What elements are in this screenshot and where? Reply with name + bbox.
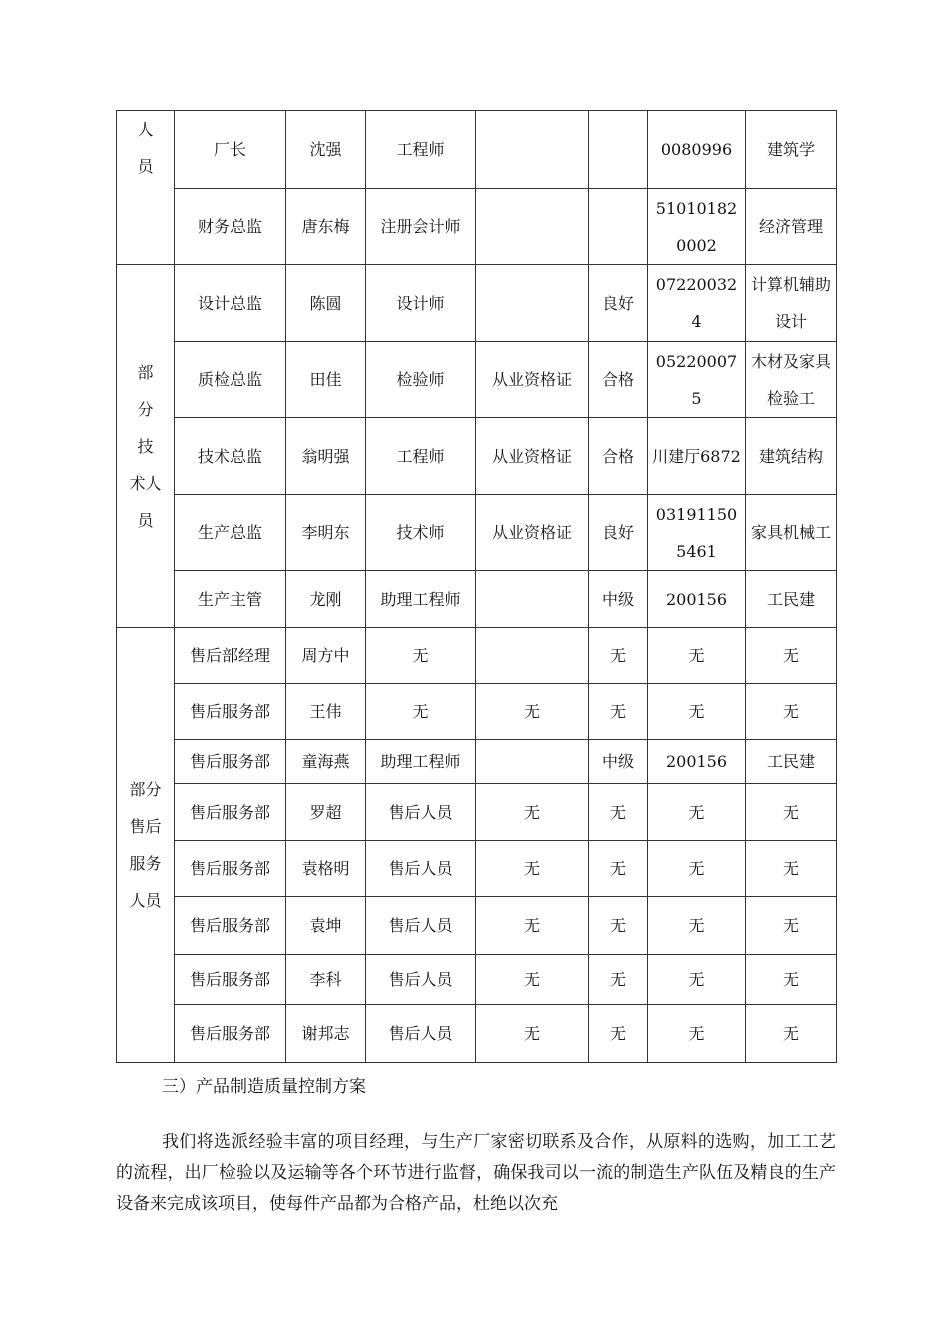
- title-cell: 售后服务部: [175, 841, 286, 897]
- name-cell: 李科: [286, 955, 366, 1005]
- cert-no-cell: 0080996: [648, 111, 746, 189]
- major-cell: 家具机械工: [746, 495, 837, 571]
- rank-cell: 售后人员: [366, 897, 476, 955]
- major-cell: 无: [746, 841, 837, 897]
- title-cell: 售后服务部: [175, 897, 286, 955]
- table-row: [117, 897, 837, 955]
- cert-cell: 无: [476, 955, 589, 1005]
- major-cell: 无: [746, 1005, 837, 1063]
- table-row: [117, 784, 837, 841]
- rank-cell: 售后人员: [366, 1005, 476, 1063]
- name-cell: 罗超: [286, 784, 366, 841]
- title-cell: 售后服务部: [175, 955, 286, 1005]
- title-cell: 售后服务部: [175, 784, 286, 841]
- rank-cell: 工程师: [366, 418, 476, 495]
- cert-cell: 无: [476, 684, 589, 740]
- rank-cell: 无: [366, 684, 476, 740]
- name-cell: 田佳: [286, 342, 366, 418]
- assessment-cell: 无: [589, 955, 648, 1005]
- assessment-cell: 中级: [589, 571, 648, 628]
- title-cell: 财务总监: [175, 189, 286, 265]
- cert-cell: [476, 265, 589, 342]
- table-row: [117, 571, 837, 628]
- name-cell: 李明东: [286, 495, 366, 571]
- cert-cell: 从业资格证: [476, 495, 589, 571]
- assessment-cell: 良好: [589, 495, 648, 571]
- cert-cell: [476, 111, 589, 189]
- title-cell: 售后部经理: [175, 628, 286, 684]
- table-row: [117, 684, 837, 740]
- cert-no-cell: 200156: [648, 571, 746, 628]
- title-cell: 售后服务部: [175, 684, 286, 740]
- cert-no-cell: 无: [648, 784, 746, 841]
- major-cell: 无: [746, 955, 837, 1005]
- assessment-cell: 无: [589, 1005, 648, 1063]
- table-row: [117, 495, 837, 571]
- major-cell: 无: [746, 897, 837, 955]
- major-cell: 计算机辅助设计: [746, 265, 837, 342]
- name-cell: 童海燕: [286, 740, 366, 784]
- table-row: [117, 189, 837, 265]
- major-cell: 工民建: [746, 740, 837, 784]
- name-cell: 沈强: [286, 111, 366, 189]
- assessment-cell: [589, 111, 648, 189]
- title-cell: 生产总监: [175, 495, 286, 571]
- assessment-cell: 合格: [589, 342, 648, 418]
- table-row: [117, 740, 837, 784]
- name-cell: 龙刚: [286, 571, 366, 628]
- cert-no-cell: 川建厅6872: [648, 418, 746, 495]
- name-cell: 翁明强: [286, 418, 366, 495]
- assessment-cell: 无: [589, 841, 648, 897]
- cert-no-cell: 无: [648, 897, 746, 955]
- cert-no-cell: 无: [648, 841, 746, 897]
- rank-cell: 售后人员: [366, 955, 476, 1005]
- assessment-cell: 无: [589, 784, 648, 841]
- cert-cell: 无: [476, 841, 589, 897]
- name-cell: 袁坤: [286, 897, 366, 955]
- name-cell: 陈圆: [286, 265, 366, 342]
- cert-no-cell: 无: [648, 1005, 746, 1063]
- group-label-cell: 部 分 技 术人 员: [117, 265, 175, 628]
- name-cell: 周方中: [286, 628, 366, 684]
- group-label-cell: 人 员: [117, 111, 175, 265]
- title-cell: 设计总监: [175, 265, 286, 342]
- title-cell: 生产主管: [175, 571, 286, 628]
- cert-cell: [476, 628, 589, 684]
- major-cell: 经济管理: [746, 189, 837, 265]
- title-cell: 售后服务部: [175, 740, 286, 784]
- assessment-cell: 中级: [589, 740, 648, 784]
- cert-cell: 无: [476, 897, 589, 955]
- major-cell: 建筑学: [746, 111, 837, 189]
- table-row: [117, 1005, 837, 1063]
- cert-no-cell: 072200324: [648, 265, 746, 342]
- cert-no-cell: 052200075: [648, 342, 746, 418]
- cert-cell: [476, 571, 589, 628]
- cert-no-cell: 510101820002: [648, 189, 746, 265]
- name-cell: 王伟: [286, 684, 366, 740]
- rank-cell: 技术师: [366, 495, 476, 571]
- major-cell: 无: [746, 784, 837, 841]
- assessment-cell: 合格: [589, 418, 648, 495]
- rank-cell: 工程师: [366, 111, 476, 189]
- major-cell: 建筑结构: [746, 418, 837, 495]
- staff-table: [116, 110, 837, 1063]
- table-row: [117, 265, 837, 342]
- major-cell: 木材及家具检验工: [746, 342, 837, 418]
- cert-no-cell: 200156: [648, 740, 746, 784]
- major-cell: 工民建: [746, 571, 837, 628]
- cert-cell: 无: [476, 784, 589, 841]
- table-row: [117, 841, 837, 897]
- cert-no-cell: 无: [648, 955, 746, 1005]
- assessment-cell: [589, 189, 648, 265]
- table-row: [117, 955, 837, 1005]
- cert-cell: 从业资格证: [476, 342, 589, 418]
- table-row: [117, 111, 837, 189]
- cert-cell: [476, 740, 589, 784]
- cert-cell: 从业资格证: [476, 418, 589, 495]
- assessment-cell: 良好: [589, 265, 648, 342]
- rank-cell: 售后人员: [366, 841, 476, 897]
- cert-cell: 无: [476, 1005, 589, 1063]
- rank-cell: 售后人员: [366, 784, 476, 841]
- title-cell: 厂长: [175, 111, 286, 189]
- title-cell: 售后服务部: [175, 1005, 286, 1063]
- rank-cell: 检验师: [366, 342, 476, 418]
- section-heading: 三）产品制造质量控制方案: [162, 1077, 366, 1097]
- assessment-cell: 无: [589, 684, 648, 740]
- rank-cell: 设计师: [366, 265, 476, 342]
- name-cell: 袁格明: [286, 841, 366, 897]
- title-cell: 技术总监: [175, 418, 286, 495]
- rank-cell: 助理工程师: [366, 571, 476, 628]
- cert-cell: [476, 189, 589, 265]
- title-cell: 质检总监: [175, 342, 286, 418]
- assessment-cell: 无: [589, 897, 648, 955]
- cert-no-cell: 无: [648, 628, 746, 684]
- table-row: [117, 628, 837, 684]
- name-cell: 谢邦志: [286, 1005, 366, 1063]
- major-cell: 无: [746, 628, 837, 684]
- rank-cell: 无: [366, 628, 476, 684]
- name-cell: 唐东梅: [286, 189, 366, 265]
- rank-cell: 注册会计师: [366, 189, 476, 265]
- table-row: [117, 418, 837, 495]
- body-paragraph: 我们将选派经验丰富的项目经理，与生产厂家密切联系及合作，从原料的选购，加工工艺的流程，出厂检验以及运输等各个环节进行监督，确保我司以一流的制造生产队伍及精良的生产设备来完成该项目，使每件产品都为合格产品，杜绝以次充: [116, 1132, 836, 1214]
- rank-cell: 助理工程师: [366, 740, 476, 784]
- cert-no-cell: 无: [648, 684, 746, 740]
- cert-no-cell: 031911505461: [648, 495, 746, 571]
- major-cell: 无: [746, 684, 837, 740]
- assessment-cell: 无: [589, 628, 648, 684]
- table-row: [117, 342, 837, 418]
- group-label-cell: 部分 售后 服务 人员: [117, 628, 175, 1063]
